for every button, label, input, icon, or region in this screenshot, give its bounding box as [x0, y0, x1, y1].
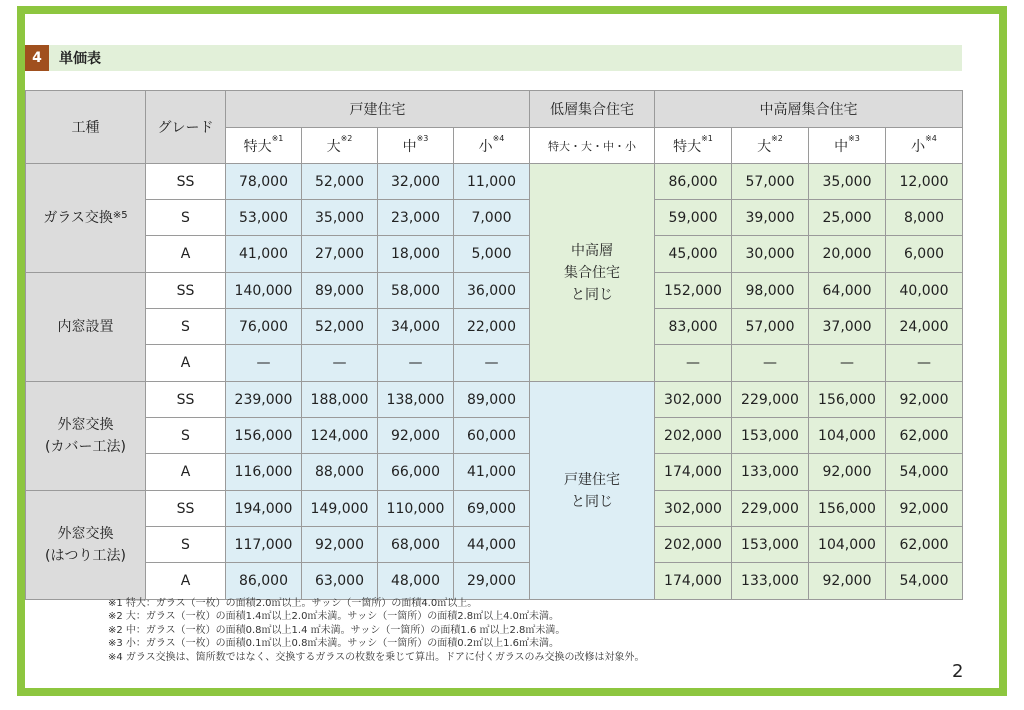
mid-rise-price-cell: 24,000 — [886, 309, 963, 345]
detached-size-0 — [226, 128, 302, 164]
mid-rise-price-cell: 98,000 — [732, 273, 809, 309]
table-row — [26, 164, 963, 200]
table-body — [26, 164, 963, 600]
page-number: 2 — [952, 661, 964, 682]
mid-rise-price-cell: 6,000 — [886, 236, 963, 273]
size-label: 中 — [834, 138, 849, 155]
detached-price-cell: 53,000 — [226, 200, 302, 236]
grade-cell: A — [146, 236, 226, 273]
mid-rise-price-cell: 35,000 — [809, 164, 886, 200]
work-type-label: (カバー工法) — [45, 439, 126, 455]
detached-price-cell: 124,000 — [302, 418, 378, 454]
low-rise-same-as-mid — [530, 164, 655, 382]
mid-rise-price-cell: 8,000 — [886, 200, 963, 236]
mid-rise-price-cell: 92,000 — [809, 454, 886, 491]
mid-rise-price-cell: — — [886, 345, 963, 382]
table-row — [26, 236, 963, 273]
detached-price-cell: 34,000 — [378, 309, 454, 345]
mid-rise-price-cell: 86,000 — [655, 164, 732, 200]
table-row — [26, 563, 963, 600]
mid-rise-price-cell: — — [732, 345, 809, 382]
mid-rise-price-cell: 202,000 — [655, 527, 732, 563]
detached-price-cell: 149,000 — [302, 491, 378, 527]
size-note: ※3 — [416, 133, 429, 143]
grade-cell: A — [146, 345, 226, 382]
grade-cell: SS — [146, 273, 226, 309]
work-type-note: ※5 — [112, 210, 128, 221]
mid-rise-price-cell: 229,000 — [732, 382, 809, 418]
detached-price-cell: 32,000 — [378, 164, 454, 200]
work-type-2 — [26, 382, 146, 491]
mid-rise-price-cell: 37,000 — [809, 309, 886, 345]
table-row — [26, 382, 963, 418]
detached-price-cell: 58,000 — [378, 273, 454, 309]
section-number: 4 — [25, 45, 49, 71]
mid-rise-price-cell: 62,000 — [886, 527, 963, 563]
header-grade: グレード — [146, 91, 226, 164]
mid-rise-price-cell: 153,000 — [732, 418, 809, 454]
detached-price-cell: 76,000 — [226, 309, 302, 345]
mid-rise-price-cell: 133,000 — [732, 454, 809, 491]
detached-price-cell: 116,000 — [226, 454, 302, 491]
size-note: ※2 — [771, 133, 783, 143]
mid-rise-price-cell: 62,000 — [886, 418, 963, 454]
mid-size-0 — [655, 128, 732, 164]
detached-price-cell: 44,000 — [454, 527, 530, 563]
size-label: 中 — [402, 138, 417, 155]
size-label: 特大 — [673, 138, 702, 155]
footnote-line: ※2 中：ガラス（一枚）の面積0.8㎡以上1.4 ㎡未満。サッシ（一箇所）の面積1.6 ㎡以上2.8㎡未満。 — [108, 624, 566, 636]
mid-rise-price-cell: 202,000 — [655, 418, 732, 454]
mid-rise-price-cell: 30,000 — [732, 236, 809, 273]
detached-price-cell: 88,000 — [302, 454, 378, 491]
mid-rise-price-cell: — — [655, 345, 732, 382]
grade-cell: SS — [146, 382, 226, 418]
size-note: ※1 — [271, 133, 284, 143]
detached-price-cell: 29,000 — [454, 563, 530, 600]
footnote-line: ※2 大：ガラス（一枚）の面積1.4㎡以上2.0㎡未満。サッシ（一箇所）の面積2.8㎡以上4.0㎡未満。 — [108, 611, 560, 623]
table-row — [26, 527, 963, 563]
mid-rise-price-cell: 83,000 — [655, 309, 732, 345]
detached-price-cell: 7,000 — [454, 200, 530, 236]
detached-price-cell: 36,000 — [454, 273, 530, 309]
detached-price-cell: 5,000 — [454, 236, 530, 273]
detached-price-cell: 188,000 — [302, 382, 378, 418]
size-note: ※4 — [925, 133, 937, 143]
detached-price-cell: 41,000 — [454, 454, 530, 491]
table-row — [26, 454, 963, 491]
mid-rise-price-cell: 92,000 — [886, 382, 963, 418]
mid-rise-price-cell: 54,000 — [886, 563, 963, 600]
detached-price-cell: 140,000 — [226, 273, 302, 309]
mid-rise-price-cell: 174,000 — [655, 563, 732, 600]
mid-rise-price-cell: 156,000 — [809, 491, 886, 527]
table-row — [26, 418, 963, 454]
detached-price-cell: — — [378, 345, 454, 382]
low-rise-same-as-detached — [530, 382, 655, 600]
size-label: 小 — [911, 138, 926, 155]
footnotes — [108, 597, 645, 664]
mid-rise-price-cell: 92,000 — [809, 563, 886, 600]
work-type-label: 外窓交換 — [57, 417, 114, 433]
detached-price-cell: 48,000 — [378, 563, 454, 600]
detached-price-cell: 110,000 — [378, 491, 454, 527]
detached-price-cell: 194,000 — [226, 491, 302, 527]
footnote-line: ※4 ガラス交換は、箇所数ではなく、交換するガラスの枚数を乗じて算出。ドアに付くガラスのみ交換の改修は対象外。 — [108, 651, 645, 663]
mid-rise-price-cell: 302,000 — [655, 382, 732, 418]
detached-price-cell: — — [302, 345, 378, 382]
mid-rise-price-cell: 174,000 — [655, 454, 732, 491]
low-rise-note-line: 戸建住宅 — [564, 471, 620, 488]
detached-price-cell: 22,000 — [454, 309, 530, 345]
work-type-label: 外窓交換 — [57, 526, 114, 542]
detached-price-cell: 41,000 — [226, 236, 302, 273]
detached-price-cell: 89,000 — [302, 273, 378, 309]
work-type-label: ガラス交換 — [43, 210, 113, 226]
price-table — [25, 90, 963, 600]
detached-price-cell: 66,000 — [378, 454, 454, 491]
detached-price-cell: 60,000 — [454, 418, 530, 454]
mid-rise-price-cell: 64,000 — [809, 273, 886, 309]
grade-cell: S — [146, 418, 226, 454]
size-label: 大 — [757, 138, 772, 155]
mid-rise-price-cell: 104,000 — [809, 527, 886, 563]
header-work-type: 工種 — [26, 91, 146, 164]
table-row — [26, 345, 963, 382]
detached-price-cell: 156,000 — [226, 418, 302, 454]
mid-rise-price-cell: 92,000 — [886, 491, 963, 527]
grade-cell: A — [146, 563, 226, 600]
low-rise-note-line: 集合住宅 — [564, 264, 620, 281]
detached-price-cell: 11,000 — [454, 164, 530, 200]
detached-price-cell: 23,000 — [378, 200, 454, 236]
mid-rise-price-cell: — — [809, 345, 886, 382]
section-header — [25, 45, 962, 71]
header-detached-house: 戸建住宅 — [226, 91, 530, 128]
size-note: ※4 — [492, 133, 505, 143]
grade-cell: SS — [146, 491, 226, 527]
grade-cell: A — [146, 454, 226, 491]
detached-price-cell: 92,000 — [378, 418, 454, 454]
mid-rise-price-cell: 57,000 — [732, 309, 809, 345]
detached-price-cell: 78,000 — [226, 164, 302, 200]
mid-size-3 — [886, 128, 963, 164]
detached-price-cell: 239,000 — [226, 382, 302, 418]
low-rise-sizes: 特大・大・中・小 — [530, 128, 655, 164]
mid-size-2 — [809, 128, 886, 164]
detached-price-cell: — — [226, 345, 302, 382]
low-rise-note-line: 中高層 — [571, 242, 613, 259]
size-note: ※2 — [340, 133, 353, 143]
work-type-0 — [26, 164, 146, 273]
detached-size-2 — [378, 128, 454, 164]
mid-rise-price-cell: 133,000 — [732, 563, 809, 600]
table-row — [26, 200, 963, 236]
low-rise-note-line: と同じ — [571, 493, 613, 510]
detached-price-cell: 138,000 — [378, 382, 454, 418]
section-title: 単価表 — [59, 51, 101, 67]
mid-rise-price-cell: 39,000 — [732, 200, 809, 236]
mid-rise-price-cell: 153,000 — [732, 527, 809, 563]
work-type-1 — [26, 273, 146, 382]
detached-price-cell: 117,000 — [226, 527, 302, 563]
detached-size-1 — [302, 128, 378, 164]
table-row — [26, 491, 963, 527]
mid-rise-price-cell: 12,000 — [886, 164, 963, 200]
work-type-label: (はつり工法) — [45, 548, 126, 564]
work-type-label: 内窓設置 — [57, 319, 114, 335]
size-label: 小 — [478, 138, 493, 155]
mid-rise-price-cell: 302,000 — [655, 491, 732, 527]
mid-rise-price-cell: 57,000 — [732, 164, 809, 200]
detached-price-cell: 68,000 — [378, 527, 454, 563]
grade-cell: S — [146, 527, 226, 563]
mid-rise-price-cell: 25,000 — [809, 200, 886, 236]
size-note: ※3 — [848, 133, 860, 143]
table-row — [26, 309, 963, 345]
header-mid-high-rise: 中高層集合住宅 — [655, 91, 963, 128]
detached-price-cell: 52,000 — [302, 309, 378, 345]
mid-rise-price-cell: 20,000 — [809, 236, 886, 273]
detached-price-cell: 89,000 — [454, 382, 530, 418]
detached-price-cell: 63,000 — [302, 563, 378, 600]
mid-rise-price-cell: 156,000 — [809, 382, 886, 418]
detached-price-cell: 35,000 — [302, 200, 378, 236]
grade-cell: S — [146, 309, 226, 345]
mid-rise-price-cell: 40,000 — [886, 273, 963, 309]
table-row — [26, 273, 963, 309]
detached-price-cell: 86,000 — [226, 563, 302, 600]
low-rise-note-line: と同じ — [571, 286, 613, 303]
detached-price-cell: — — [454, 345, 530, 382]
grade-cell: SS — [146, 164, 226, 200]
detached-price-cell: 18,000 — [378, 236, 454, 273]
mid-rise-price-cell: 54,000 — [886, 454, 963, 491]
footnote-line: ※1 特大：ガラス（一枚）の面積2.0㎡以上。サッシ（一箇所）の面積4.0㎡以上。 — [108, 598, 478, 609]
detached-price-cell: 52,000 — [302, 164, 378, 200]
detached-size-3 — [454, 128, 530, 164]
footnote-line: ※3 小：ガラス（一枚）の面積0.1㎡以上0.8㎡未満。サッシ（一箇所）の面積0.2㎡以上1.6㎡未満。 — [108, 638, 560, 650]
size-note: ※1 — [701, 133, 713, 143]
mid-rise-price-cell: 229,000 — [732, 491, 809, 527]
detached-price-cell: 69,000 — [454, 491, 530, 527]
size-label: 特大 — [243, 138, 272, 155]
detached-price-cell: 92,000 — [302, 527, 378, 563]
mid-rise-price-cell: 152,000 — [655, 273, 732, 309]
mid-rise-price-cell: 59,000 — [655, 200, 732, 236]
mid-size-1 — [732, 128, 809, 164]
grade-cell: S — [146, 200, 226, 236]
mid-rise-price-cell: 45,000 — [655, 236, 732, 273]
size-label: 大 — [326, 138, 341, 155]
detached-price-cell: 27,000 — [302, 236, 378, 273]
work-type-3 — [26, 491, 146, 600]
mid-rise-price-cell: 104,000 — [809, 418, 886, 454]
header-low-rise: 低層集合住宅 — [530, 91, 655, 128]
